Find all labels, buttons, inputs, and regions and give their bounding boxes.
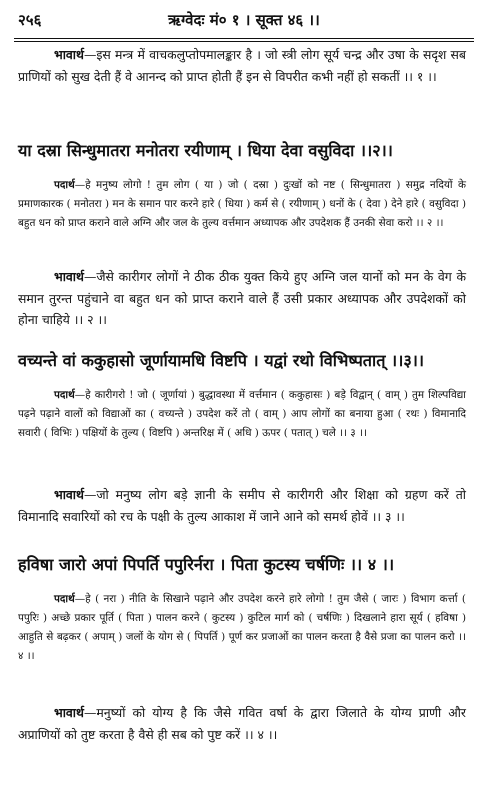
page-header bbox=[14, 10, 474, 32]
page-number: २५६ bbox=[18, 11, 42, 29]
bhavarth-paragraph-1 bbox=[18, 44, 466, 87]
header-rule bbox=[14, 38, 474, 42]
bhavarth-paragraph-2 bbox=[18, 266, 466, 331]
mantra-4: हविषा जारो अपां पिपर्ति पपुरिर्नरा । पिता कुटस्य चर्षणिः ।। ४ ।। bbox=[18, 555, 395, 574]
mantra-2: या दस्रा सिन्धुमातरा मनोतरा रयीणाम् । धिया देवा वसुविदा ।।२।। bbox=[18, 141, 393, 160]
bhavarth-label: भावार्थ bbox=[54, 269, 84, 284]
padarth-text: —हे ( नरा ) नीति के सिखाने पढ़ाने और उपदेश करने हारे लोगो ! तुम जैसे ( जारः ) विभाग कर्त्ता ( पपुरिः ) अच्छे प्रकार पूर्ति ( पिता ) पालन करने ( कुटस्य ) कुटिल मार्ग को ( चर्षणिः ) दिखलाने हारा सूर्य ( हविषा ) आहुति से बढ़कर ( अपाम् ) जलों के योग से ( पिपर्ति ) पूर्ण कर प्रजाओं का पालन करता है वैसे प्रजा का पालन करो ।। ४ ।। bbox=[18, 593, 466, 662]
padarth-paragraph-2 bbox=[18, 176, 466, 233]
bhavarth-label: भावार्थ bbox=[54, 487, 84, 502]
mantra-3: वच्यन्ते वां ककुहासो जूर्णायामधि विष्टपि । यद्वां रथो विभिष्पतात् ।।३।। bbox=[18, 351, 425, 370]
bhavarth-label: भावार्थ bbox=[54, 705, 84, 720]
bhavarth-text: —इस मन्त्र में वाचकलुप्तोपमालङ्कार है । जो स्त्री लोग सूर्य चन्द्र और उषा के सदृश सब प्राणियों को सुख देती हैं वे आनन्द को प्राप्त होती हैं इन से विपरीत कभी नहीं हो सकतीं ।। १ ।। bbox=[18, 47, 466, 84]
bhavarth-text: —जो मनुष्य लोग बड़े ज्ञानी के समीप से कारीगरी और शिक्षा को ग्रहण करें तो विमानादि सवारियों को रच के पक्षी के तुल्य आकाश में जाने आने को समर्थ होवें ।। ३ ।। bbox=[18, 487, 466, 524]
padarth-paragraph-4 bbox=[18, 590, 466, 666]
bhavarth-label: भावार्थ bbox=[54, 47, 84, 62]
bhavarth-paragraph-4 bbox=[18, 702, 466, 745]
running-title: ऋग्वेदः मं० १ । सूक्त ४६ ।। bbox=[168, 11, 320, 29]
bhavarth-text: —जैसे कारीगर लोगों ने ठीक ठीक युक्त किये हुए अग्नि जल यानों को मन के वेग के समान तुरन्त पहुंचाने वा बहुत धन को प्राप्त कराने वाले हैं उसी प्रकार अध्यापक और उपदेशकों को होना चाहिये ।। २ ।। bbox=[18, 269, 466, 327]
padarth-label: पदार्थ bbox=[54, 179, 75, 191]
document-page bbox=[14, 0, 474, 795]
bhavarth-paragraph-3 bbox=[18, 484, 466, 527]
padarth-label: पदार्थ bbox=[54, 389, 75, 401]
padarth-label: पदार्थ bbox=[54, 593, 75, 605]
padarth-text: —हे मनुष्य लोगो ! तुम लोग ( या ) जो ( दस्रा ) दुःखों को नष्ट ( सिन्धुमातरा ) समुद्र नदियों के प्रमाणकारक ( मनोतरा ) मन के समान पार करने हारे ( धिया ) कर्म से ( रयीणाम् ) धनों के ( देवा ) देने हारे ( वसुविदा ) बहुत धन को प्राप्त कराने वाले अग्नि और जल के तुल्य वर्त्तमान अध्यापक और उपदेशक हैं उनकी सेवा करो ।। २ ।। bbox=[18, 179, 466, 229]
padarth-text: —हे कारीगरो ! जो ( जूर्णायां ) बुद्धावस्था में वर्त्तमान ( ककुहासः ) बड़े विद्वान् ( वाम् ) तुम शिल्पविद्या पढ़ने पढ़ाने वालों को विद्याओं का ( वच्यन्ते ) उपदेश करें तो ( वाम् ) आप लोगों का बनाया हुआ ( रथः ) विमानादि सवारी ( विभिः ) पक्षियों के तुल्य ( विष्टपि ) अन्तरिक्ष में ( अधि ) ऊपर ( पतात् ) चले ।। ३ ।। bbox=[18, 389, 466, 439]
bhavarth-text: —मनुष्यों को योग्य है कि जैसे गवित वर्षा के द्वारा जिलाते के योग्य प्राणी और अप्राणियों को तुष्ट करता है वैसे ही सब को पुष्ट करें ।। ४ ।। bbox=[18, 705, 466, 742]
padarth-paragraph-3 bbox=[18, 386, 466, 443]
